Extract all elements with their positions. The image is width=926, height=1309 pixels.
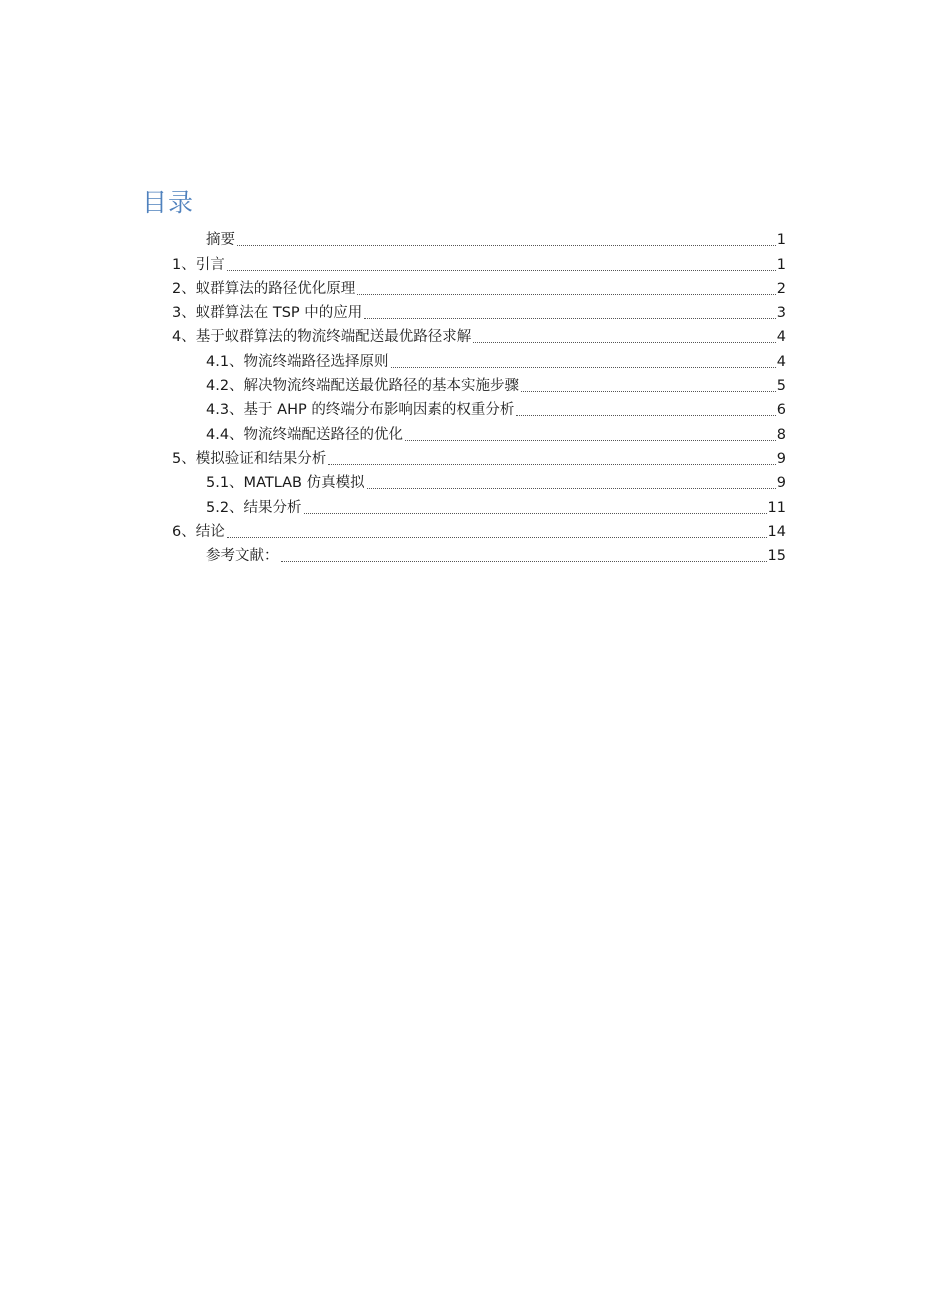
toc-dot-leader bbox=[521, 391, 776, 392]
toc-entry-label: 1、引言 bbox=[172, 256, 225, 273]
toc-entry-page-number: 4 bbox=[776, 329, 786, 346]
toc-entry-page-number: 8 bbox=[776, 426, 786, 443]
toc-entry-label: 参考文献： bbox=[206, 548, 279, 565]
toc-entry-page-number: 4 bbox=[776, 353, 786, 370]
toc-entry-label: 5、模拟验证和结果分析 bbox=[172, 450, 327, 467]
toc-entry[interactable] bbox=[0, 374, 926, 398]
toc-entry[interactable] bbox=[0, 520, 926, 544]
toc-entry-label: 4.2、解决物流终端配送最优路径的基本实施步骤 bbox=[206, 378, 520, 395]
toc-entry[interactable] bbox=[0, 544, 926, 568]
toc-entry-page-number: 6 bbox=[776, 402, 786, 419]
toc-dot-leader bbox=[364, 318, 776, 319]
toc-entry-page-number: 9 bbox=[776, 450, 786, 467]
toc-dot-leader bbox=[516, 415, 775, 416]
toc-dot-leader bbox=[227, 270, 776, 271]
toc-entry-page-number: 3 bbox=[776, 305, 786, 322]
toc-entry[interactable] bbox=[0, 422, 926, 446]
toc-entry-label: 2、蚁群算法的路径优化原理 bbox=[172, 280, 356, 297]
toc-entry-page-number: 14 bbox=[767, 523, 786, 540]
toc-entry-page-number: 15 bbox=[767, 548, 786, 565]
toc-entry-page-number: 11 bbox=[767, 499, 786, 516]
toc-entry[interactable] bbox=[0, 398, 926, 422]
toc-entry-page-number: 2 bbox=[776, 280, 786, 297]
toc-entry-label: 摘要 bbox=[206, 232, 235, 249]
toc-entry-label: 6、结论 bbox=[172, 523, 225, 540]
toc-entry-label: 5.1、MATLAB 仿真模拟 bbox=[206, 475, 365, 492]
toc-entry-page-number: 5 bbox=[776, 378, 786, 395]
toc-entry[interactable] bbox=[0, 447, 926, 471]
toc-dot-leader bbox=[328, 464, 776, 465]
toc-entry[interactable] bbox=[0, 301, 926, 325]
toc-entry-label: 3、蚁群算法在 TSP 中的应用 bbox=[172, 305, 363, 322]
toc-entry-label: 4、基于蚁群算法的物流终端配送最优路径求解 bbox=[172, 329, 472, 346]
toc-entry[interactable] bbox=[0, 252, 926, 276]
toc-entry[interactable] bbox=[0, 277, 926, 301]
toc-dot-leader bbox=[281, 561, 767, 562]
toc-dot-leader bbox=[367, 488, 776, 489]
toc-dot-leader bbox=[357, 294, 776, 295]
toc-entry[interactable] bbox=[0, 495, 926, 519]
toc-dot-leader bbox=[237, 245, 776, 246]
toc-entry-page-number: 9 bbox=[776, 475, 786, 492]
toc-entry[interactable] bbox=[0, 471, 926, 495]
toc-entry-page-number: 1 bbox=[776, 232, 786, 249]
toc-dot-leader bbox=[391, 367, 776, 368]
toc-entry[interactable] bbox=[0, 325, 926, 349]
toc-dot-leader bbox=[304, 513, 767, 514]
toc-entry[interactable] bbox=[0, 349, 926, 373]
table-of-contents bbox=[0, 228, 926, 568]
toc-entry[interactable] bbox=[0, 228, 926, 252]
toc-dot-leader bbox=[227, 537, 767, 538]
toc-entry-page-number: 1 bbox=[776, 256, 786, 273]
toc-dot-leader bbox=[473, 342, 776, 343]
toc-entry-label: 4.4、物流终端配送路径的优化 bbox=[206, 426, 404, 443]
toc-entry-label: 5.2、结果分析 bbox=[206, 499, 302, 516]
toc-dot-leader bbox=[405, 440, 776, 441]
toc-entry-label: 4.3、基于 AHP 的终端分布影响因素的权重分析 bbox=[206, 402, 515, 419]
toc-entry-label: 4.1、物流终端路径选择原则 bbox=[206, 353, 389, 370]
toc-title: 目录 bbox=[142, 188, 195, 217]
